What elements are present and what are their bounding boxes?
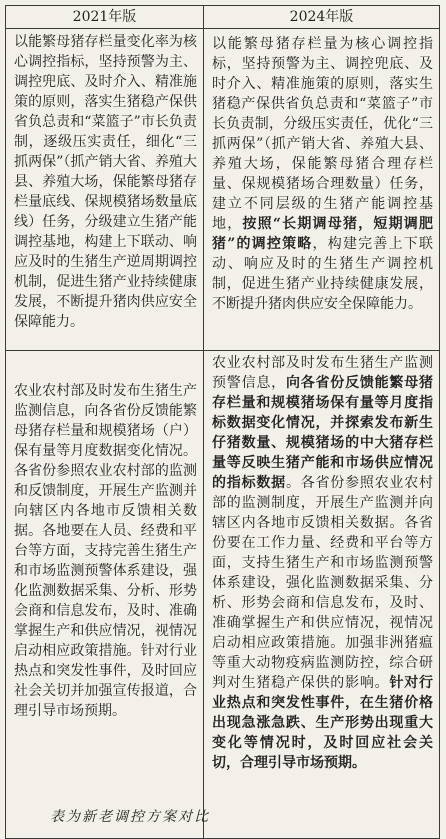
cell-2024-monitoring [204, 351, 440, 839]
table-row [6, 29, 440, 351]
bold-text-segment: 针对行业热点和突发性事件，在生猪价格出现急涨急跌、生产形势出现重大变化等情况时，及时回应社会关切，合理引导市场预期。 [212, 675, 434, 771]
text-segment: ，构建完善上下联动、响应及时的生猪生产调控机制，促进生猪产业持续健康发展，不断提升猪肉供应安全保障能力。 [212, 236, 433, 312]
cell-2021-monitoring: 农业农村部及时发布生猪生产监测信息，向各省份反馈能繁母猪存栏量和规模猪场（户）保有量等月度数据变化情况。各省份参照农业农村部的监测和反馈制度，开展生产监测并向辖区内各地市反馈相关数据。各地要在人员、经费和平台等方面，支持完善生猪生产和市场监测预警体系建设，强化监测数据采集、分析、形势会商和信息发布，及时、准确掌握生产和供应情况，视情况启动相应政策措施。针对行业热点和突发性事件，及时回应社会关切并加强宣传报道，合理引导市场预期。 [6, 351, 204, 839]
text-segment: 。各省份参照农业农村部的监测制度，开展生产监测并向辖区内各地市反馈相关数据。各省份要在工作力量、经费和平台等方面，支持生猪生产和市场监测预警体系建设，强化监测数据采集、分析、形势会商和信息发布，及时、准确掌握生产和供应情况，视情况启动相应政策措施。加强非洲猪瘟等重大动物疫病监测防控，综合研判对生猪稳产保供的影响。 [212, 475, 434, 691]
table-header-row [6, 6, 440, 29]
text-segment: 农业农村部及时发布生猪生产监测预警信息， [212, 355, 433, 391]
header-2024: 2024年版 [204, 6, 440, 29]
text-segment: 以能繁母猪存栏量为核心调控指标，坚持预警为主、调控兜底、及时介入、精准施策的原则，落实生猪稳产保供省负总责和“菜篮子”市长负责制，分级压实责任，优化“三抓两保”（抓产销大省、养殖大县、养殖大场，保能繁母猪合理存栏量、保规模猪场合理数量）任务，建立不同层级的生猪产能调控基地， [212, 36, 433, 232]
table-row [6, 351, 440, 839]
cell-2021-regulation-goal: 以能繁母猪存栏量变化率为核心调控指标，坚持预警为主、调控兜底、及时介入、精准施策的原则，落实生猪稳产保供省负总责和“菜篮子”市长负责制，逐级压实责任，细化“三抓两保”（抓产销大省、养殖大县、养殖大场，保能繁母猪存栏量底线、保规模猪场数量底线）任务，分级建立生猪产能调控基地，构建上下联动、响应及时的生猪生产逆周期调控机制，促进生猪产业持续健康发展，不断提升猪肉供应安全保障能力。 [6, 29, 204, 351]
header-2021: 2021年版 [6, 6, 204, 29]
comparison-table [5, 5, 440, 839]
cell-2024-regulation-goal [204, 29, 440, 351]
bold-text-segment: 向各省份反馈能繁母猪存栏量和规模猪场保有量等月度指标数据变化情况，并探索发布新生仔猪数量、规模猪场的中大猪存栏量等反映生猪产能和市场供应情况的指标数据 [212, 375, 434, 491]
table-caption: 表为新老调控方案对比 [50, 809, 210, 825]
bold-text-segment: 按照“长期调母猪，短期调肥猪”的调控策略 [212, 216, 433, 252]
